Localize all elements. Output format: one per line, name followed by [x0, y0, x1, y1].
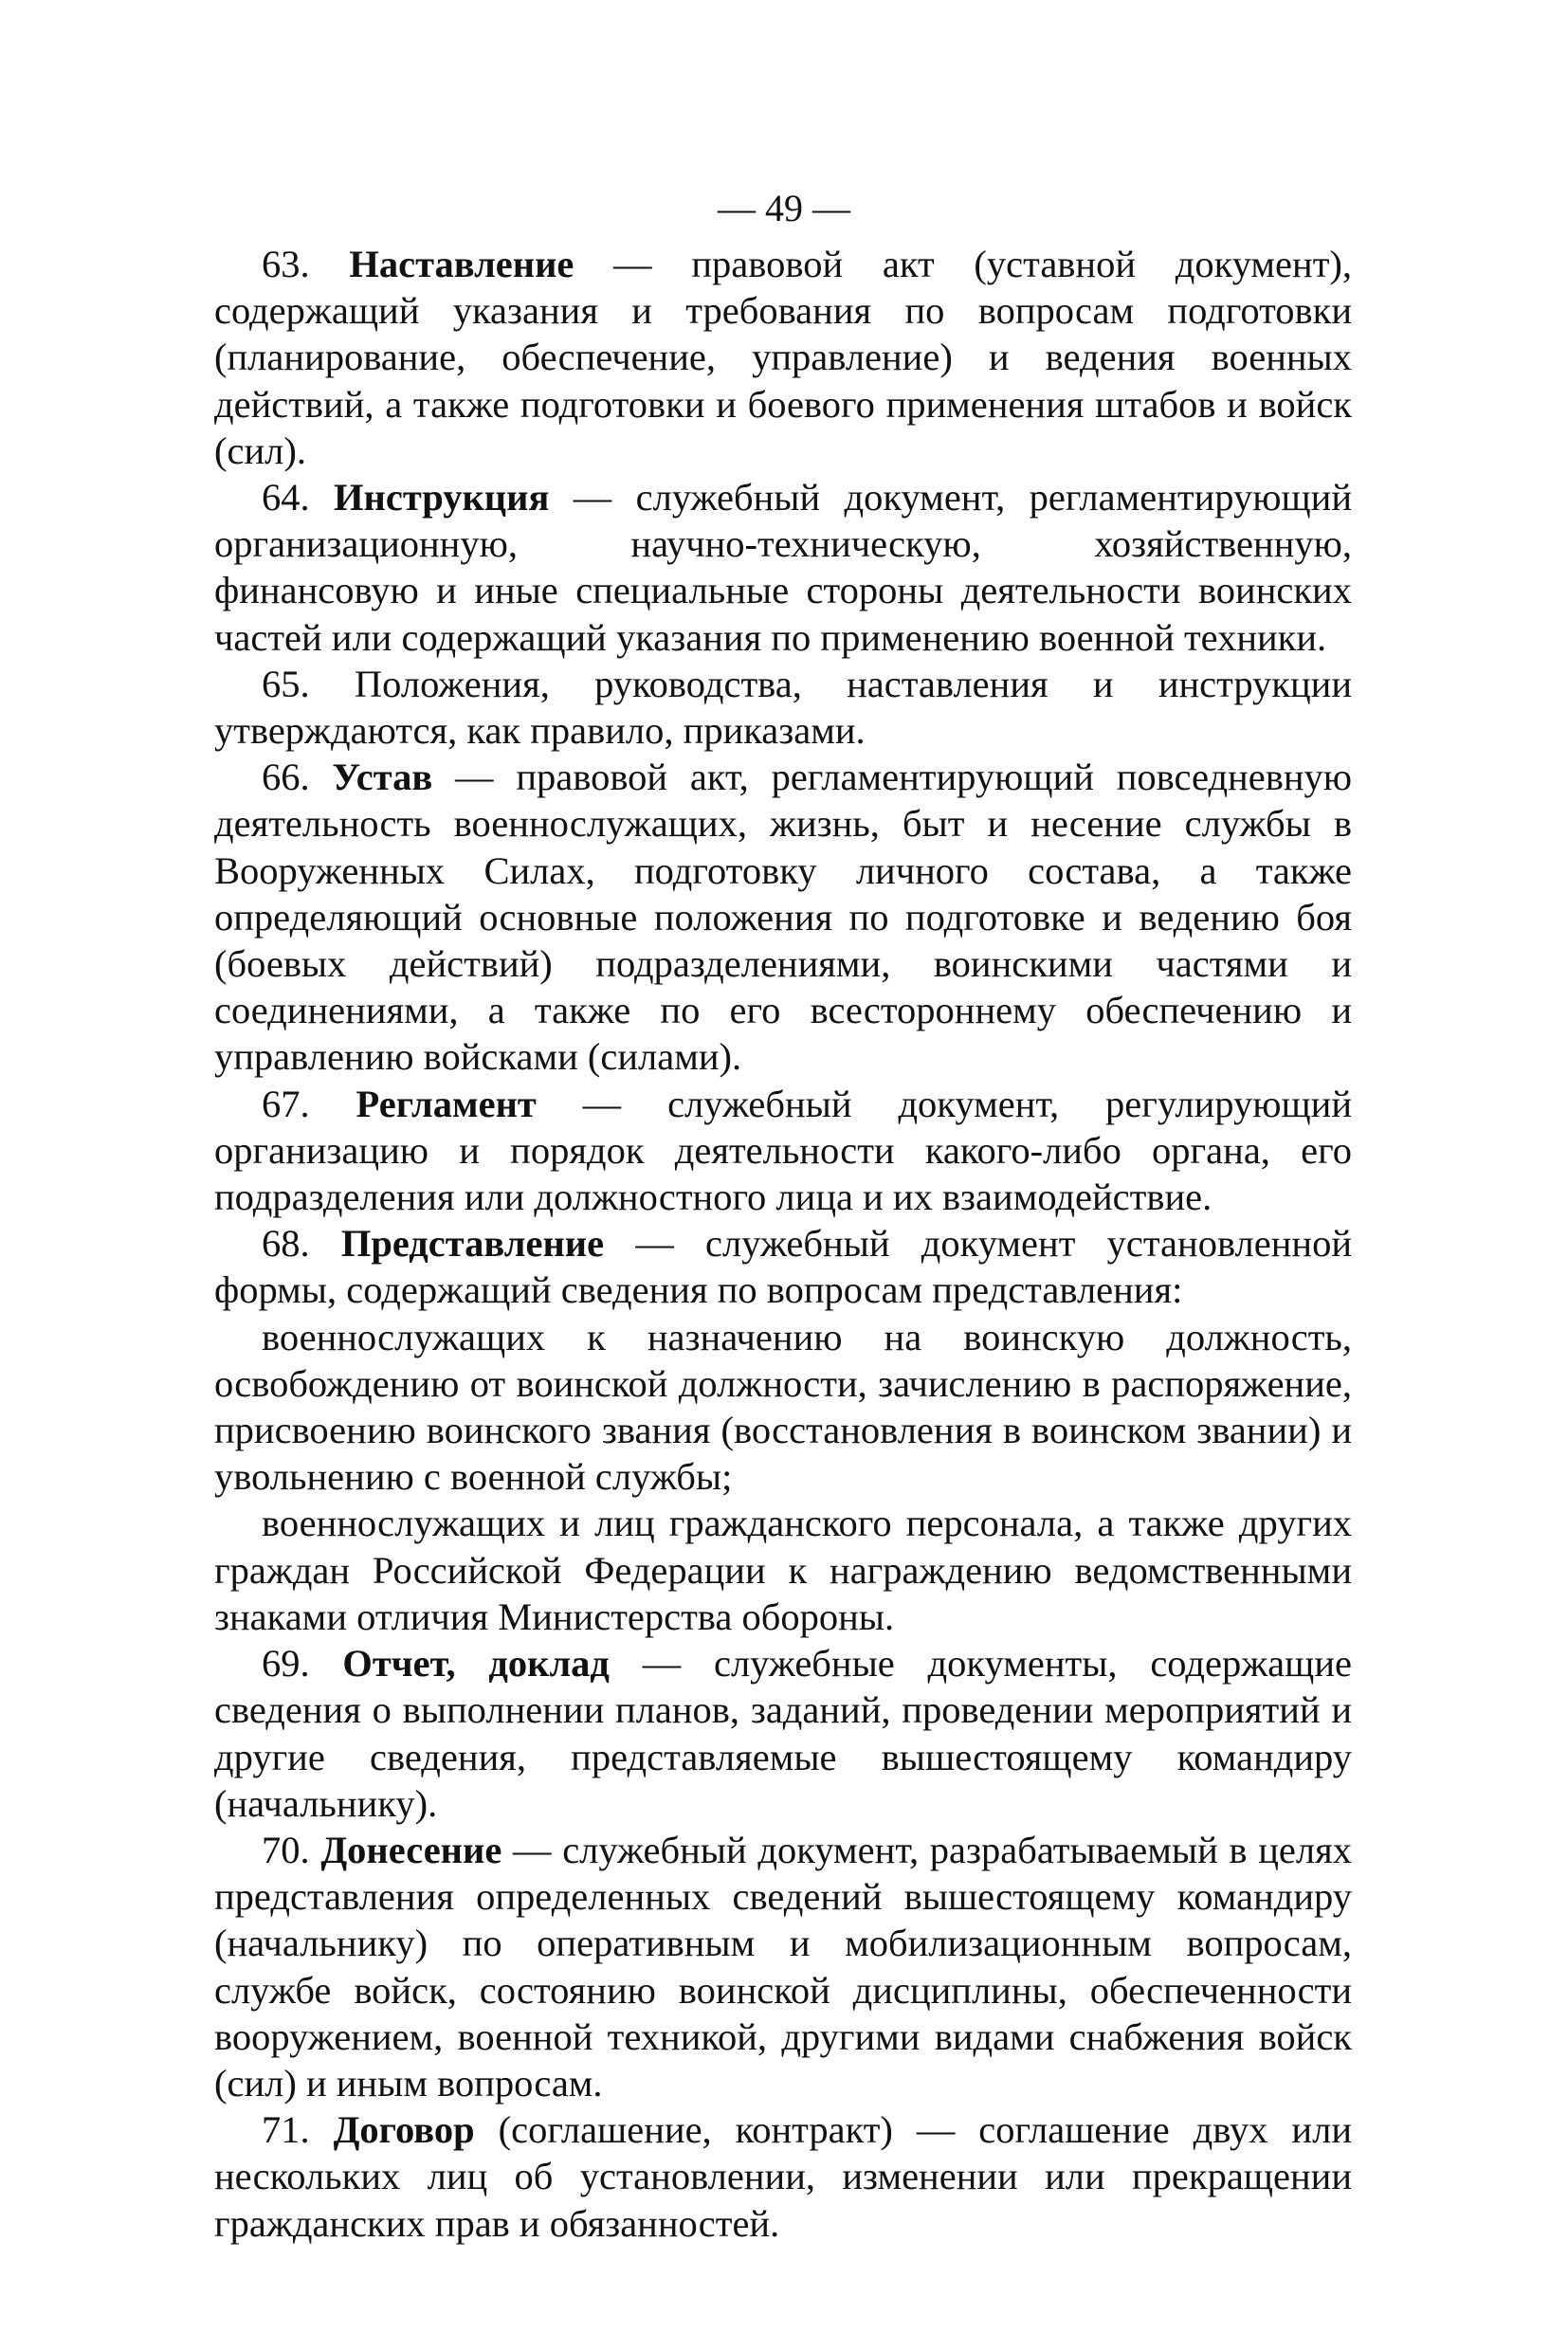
- item-69: [214, 1640, 1352, 1827]
- item-term: Отчет, доклад: [342, 1642, 610, 1686]
- item-65: [214, 661, 1352, 754]
- item-67: [214, 1081, 1352, 1221]
- item-64: [214, 474, 1352, 661]
- item-number: 70.: [262, 1828, 310, 1871]
- item-text: — служебный документ установленной формы, содержащий сведения по вопросам представления:: [214, 1222, 1352, 1312]
- item-text: — служебный документ, разрабатываемый в целях представления определенных сведений вышестоящему командиру (начальнику) по оперативным и мобилизационным вопросам, службе войск, состоянию воинской дисциплины, обеспеченности вооружением, военной техникой, другими видами снабжения войск (сил) и иным вопросам.: [214, 1828, 1352, 2105]
- item-term: Инструкция: [334, 476, 550, 519]
- item-66: [214, 754, 1352, 1080]
- item-71: [214, 2106, 1352, 2247]
- item-text: Положения, руководства, наставления и инструкции утверждаются, как правило, приказами.: [214, 662, 1353, 753]
- item-number: 71.: [262, 2108, 310, 2152]
- item-number: 66.: [262, 756, 310, 799]
- item-text: — служебный документ, регламентирующий организационную, научно-техническую, хозяйственную, финансовую и иные специальные стороны деятельности воинских частей или содержащий указания по применению военной техники.: [214, 476, 1352, 659]
- item-term: Донесение: [320, 1828, 502, 1871]
- item-63: [214, 241, 1352, 474]
- item-68: [214, 1220, 1352, 1313]
- item-68-subitem: военнослужащих и лиц гражданского персонала, а также других граждан Российской Федерации к награждению ведомственными знаками отличия Министерства обороны.: [214, 1502, 1352, 1638]
- item-number: 69.: [262, 1642, 310, 1686]
- item-text: — служебные документы, содержащие сведения о выполнении планов, заданий, проведении мероприятий и другие сведения, представляемые вышестоящему командиру (начальнику).: [214, 1642, 1352, 1825]
- document-body: [214, 241, 1352, 2247]
- item-text: — правовой акт, регламентирующий повседневную деятельность военнослужащих, жизнь, быт и несение службы в Вооруженных Силах, подготовку личного состава, а также определяющий основные положения по подготовке и ведению боя (боевых действий) подразделениями, воинскими частями и соединениями, а также по его всестороннему обеспечению и управлению войсками (силами).: [214, 756, 1353, 1079]
- item-term: Устав: [332, 756, 433, 799]
- item-number: 64.: [262, 476, 310, 519]
- item-text: — правовой акт (уставной документ), содержащий указания и требования по вопросам подготовки (планирование, обеспечение, управление) и ведения военных действий, а также подготовки и боевого применения штабов и войск (сил).: [214, 243, 1353, 472]
- item-number: 63.: [262, 243, 310, 285]
- item-68-subitem: военнослужащих к назначению на воинскую должность, освобождению от воинской должности, зачислению в распоряжение, присвоению воинского звания (восстановления в воинском звании) и увольнению с военной службы;: [214, 1315, 1352, 1499]
- page-number: — 49 —: [718, 187, 850, 229]
- item-number: 67.: [262, 1082, 310, 1125]
- item-term: Регламент: [356, 1082, 537, 1125]
- item-number: 65.: [262, 662, 310, 705]
- item-text: (соглашение, контракт) — соглашение двух или нескольких лиц об установлении, изменении или прекращении гражданских прав и обязанностей.: [214, 2108, 1352, 2245]
- item-number: 68.: [262, 1222, 310, 1266]
- item-term: Наставление: [349, 243, 574, 285]
- item-70: [214, 1827, 1352, 2106]
- item-term: Представление: [340, 1222, 605, 1266]
- item-term: Договор: [333, 2108, 475, 2152]
- item-text: — служебный документ, регулирующий организацию и порядок деятельности какого-либо органа, его подразделения или должностного лица и их взаимодействие.: [214, 1082, 1353, 1219]
